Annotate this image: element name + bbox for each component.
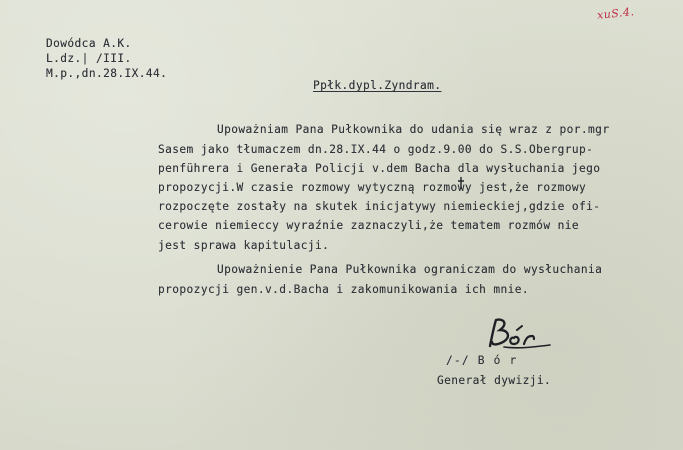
archive-mark: xuS.4. [596,5,636,22]
body-line: Upoważnienie Pana Pułkownika ograniczam do wysłuchania [217,263,603,276]
body-line: jest sprawa kapitulacji. [158,239,330,252]
body-line: propozycji.W czasie rozmowy wytyczną rozmowy jest,że rozmowy [158,181,587,194]
body-line: Sasem jako tłumaczem dn.28.IX.44 o godz.9.00 do S.S.Obergrup- [158,143,594,156]
header-reference: L.dz.| /III. [46,52,132,65]
addressee: Ppłk.dypl.Zyndram. [313,79,442,92]
header-sender: Dowódca A.K. [46,37,132,50]
body-line: rozpoczęte zostały na skutek inicjatywy niemieckiej,gdzie ofi- [158,200,601,213]
handwritten-correction-mark [456,175,466,189]
body-line: penführera i Generała Policji v.dem Bacha dla wysłuchania jego [158,162,601,175]
typed-signature: /-/ B ó r [446,354,518,367]
handwritten-signature [484,314,554,354]
header-place-date: M.p.,dn.28.IX.44. [46,67,168,80]
signatory-title: Generał dywizji. [437,374,552,387]
body-line: cerowie niemieccy wyraźnie zaznaczyli,że tematem rozmów nie [158,219,579,232]
body-line: propozycji gen.v.d.Bacha i zakomunikowania ich mnie. [158,283,530,296]
body-line: Upoważniam Pana Pułkownika do udania się wraz z por.mgr [217,123,610,136]
